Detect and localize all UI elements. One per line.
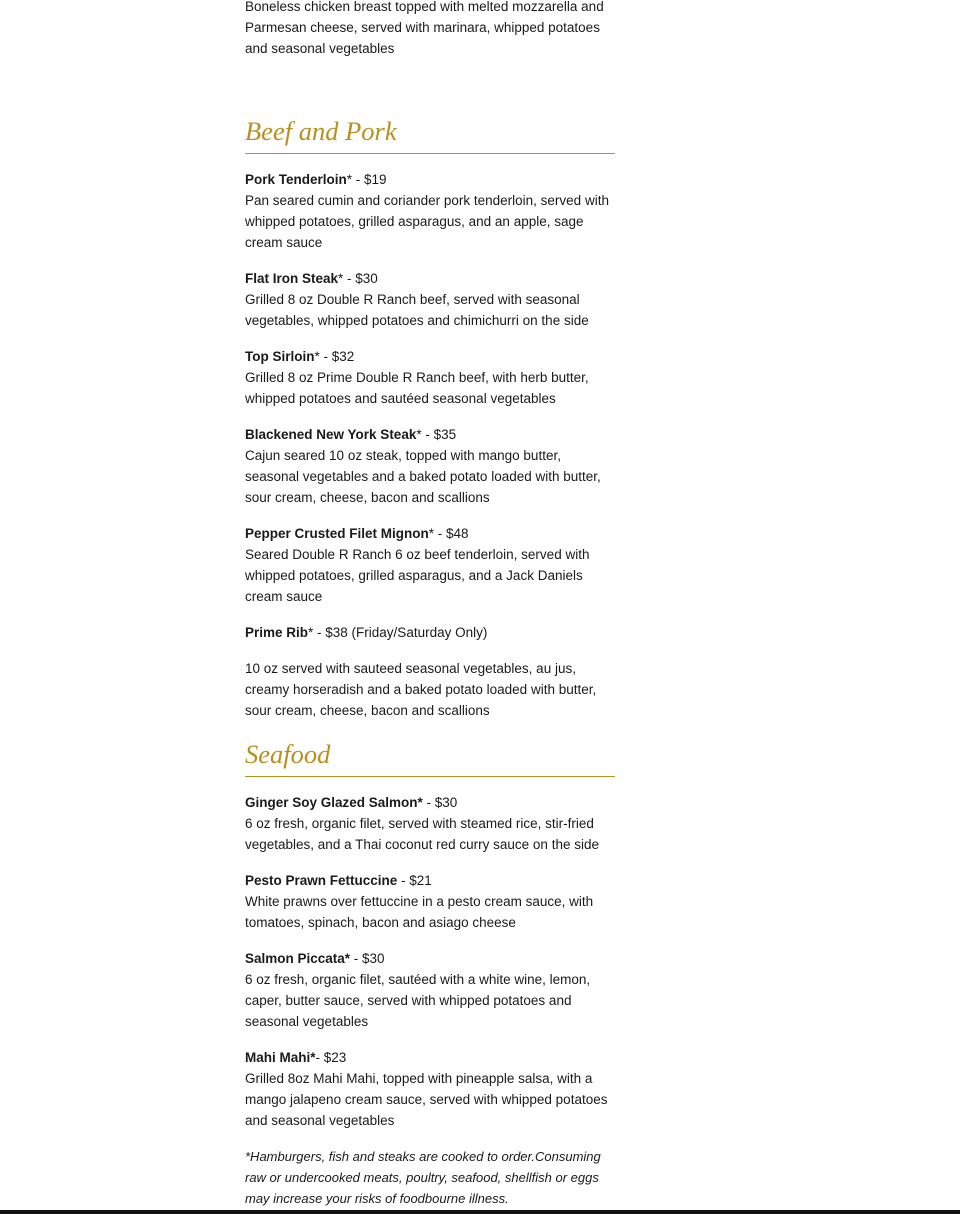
item-description: Pan seared cumin and coriander pork tenderloin, served with whipped potatoes, grilled asparagus, and an apple, sage cream sauce (245, 193, 609, 250)
item-description: Grilled 8 oz Double R Ranch beef, served with seasonal vegetables, whipped potatoes and chimichurri on the side (245, 292, 589, 328)
item-price: - $30 (350, 951, 385, 966)
menu-item-ginger-soy-glazed-salmon (245, 792, 617, 855)
item-price: * - $38 (Friday/Saturday Only) (308, 625, 488, 640)
item-description: Grilled 8oz Mahi Mahi, topped with pineapple salsa, with a mango jalapeno cream sauce, served with whipped potatoes and seasonal vegetables (245, 1071, 608, 1128)
item-description: White prawns over fettuccine in a pesto cream sauce, with tomatoes, spinach, bacon and asiago cheese (245, 894, 594, 930)
item-name: Top Sirloin (245, 349, 315, 364)
section-seafood (245, 736, 617, 1131)
item-description: Boneless chicken breast topped with melted mozzarella and Parmesan cheese, served with marinara, whipped potatoes and seasonal vegetables (245, 0, 604, 56)
item-name: Flat Iron Steak (245, 271, 339, 286)
item-name: Pork Tenderloin (245, 172, 347, 187)
section-heading: Seafood (245, 736, 615, 777)
menu-item-prime-rib (245, 622, 617, 721)
menu-column (245, 0, 617, 1209)
item-price: * - $30 (338, 271, 378, 286)
menu-item-pork-tenderloin (245, 169, 617, 253)
menu-item-pesto-prawn-fettuccine (245, 870, 617, 933)
section-heading: Beef and Pork (245, 113, 615, 154)
menu-item-top-sirloin (245, 346, 617, 409)
menu-item-pepper-crusted-filet-mignon (245, 523, 617, 607)
item-description: 10 oz served with sauteed seasonal vegetables, au jus, creamy horseradish and a baked potato loaded with butter, sour cream, cheese, bacon and scallions (245, 661, 597, 718)
item-name: Ginger Soy Glazed Salmon* (245, 795, 423, 810)
item-description: Cajun seared 10 oz steak, topped with mango butter, seasonal vegetables and a baked potato loaded with butter, sour cream, cheese, bacon and scallions (245, 448, 601, 505)
item-price: * - $32 (314, 349, 355, 364)
item-description: Grilled 8 oz Prime Double R Ranch beef, with herb butter, whipped potatoes and sautéed seasonal vegetables (245, 370, 589, 406)
section-beef-and-pork (245, 113, 617, 721)
menu-item-salmon-piccata (245, 948, 617, 1032)
item-name: Prime Rib (245, 625, 309, 640)
menu-item-blackened-new-york-steak (245, 424, 617, 508)
item-price: - $21 (397, 873, 432, 888)
menu-item-mahi-mahi (245, 1047, 617, 1131)
item-description: 6 oz fresh, organic filet, served with steamed rice, stir-fried vegetables, and a Thai coconut red curry sauce on the side (245, 816, 599, 852)
page-bottom-border (0, 1210, 960, 1214)
item-name: Pepper Crusted Filet Mignon (245, 526, 429, 541)
menu-item-flat-iron-steak (245, 268, 617, 331)
item-price: * - $48 (428, 526, 469, 541)
item-name: Mahi Mahi* (245, 1050, 316, 1065)
item-name: Blackened New York Steak (245, 427, 417, 442)
item-price: * - $35 (416, 427, 457, 442)
item-price: - $23 (315, 1050, 347, 1065)
item-description: 6 oz fresh, organic filet, sautéed with a white wine, lemon, caper, butter sauce, served with whipped potatoes and seasonal vegetables (245, 972, 591, 1029)
item-description: Seared Double R Ranch 6 oz beef tenderloin, served with whipped potatoes, grilled asparagus, and a Jack Daniels cream sauce (245, 547, 590, 604)
item-name: Salmon Piccata* (245, 951, 351, 966)
item-price: * - $19 (346, 172, 387, 187)
food-safety-footnote: *Hamburgers, fish and steaks are cooked to order.Consuming raw or undercooked meats, poultry, seafood, shellfish or eggs may increase your risks of foodbourne illness. (245, 1149, 601, 1206)
item-price: - $30 (422, 795, 458, 810)
item-name: Pesto Prawn Fettuccine (245, 873, 398, 888)
